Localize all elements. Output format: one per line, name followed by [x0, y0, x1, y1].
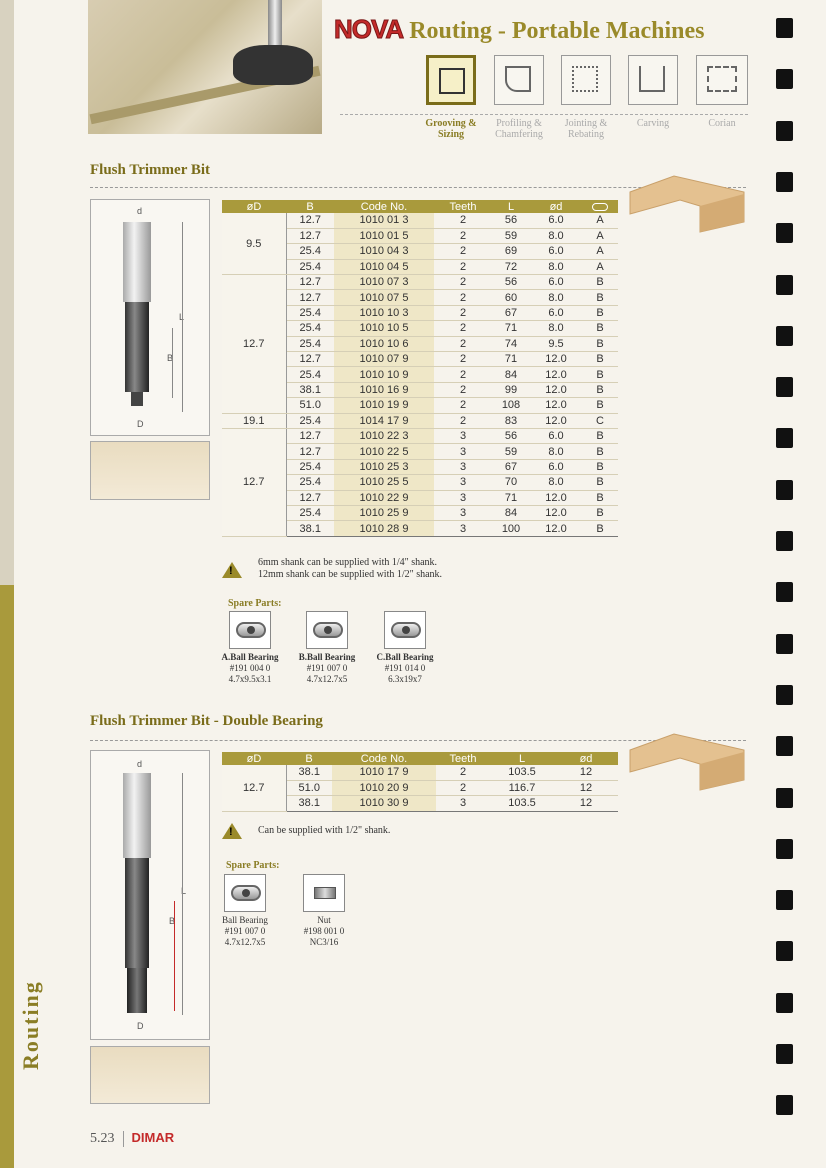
table-cell: A	[582, 244, 618, 259]
binding-hole	[776, 582, 793, 602]
table-cell: 25.4	[286, 459, 334, 474]
table-cell: 1010 22 9	[334, 490, 434, 505]
table-cell: 71	[492, 352, 530, 367]
table-cell: 51.0	[286, 780, 332, 795]
bearing-icon	[582, 200, 618, 213]
table-cell: 12.0	[530, 352, 582, 367]
side-label: Routing	[18, 980, 43, 1070]
warning-icon: !	[222, 823, 242, 839]
ball-bearing-icon	[229, 611, 271, 649]
table-cell: 84	[492, 505, 530, 520]
binding-hole	[776, 736, 793, 756]
table-cell: 12.7	[286, 352, 334, 367]
binding-hole	[776, 275, 793, 295]
table-cell: B	[582, 398, 618, 413]
table-cell: 3	[434, 521, 492, 536]
title-text: Routing - Portable Machines	[409, 18, 705, 44]
spare-part: Nut #198 001 0 NC3/16	[284, 874, 364, 948]
table-row	[222, 213, 618, 228]
table-cell: 2	[434, 367, 492, 382]
spare-part: B.Ball Bearing #191 007 0 4.7x12.7x5	[287, 611, 367, 685]
table-cell: B	[582, 459, 618, 474]
table-cell: 12	[554, 780, 618, 795]
table-cell: 71	[492, 490, 530, 505]
binding-hole	[776, 685, 793, 705]
table-cell: 2	[434, 228, 492, 243]
table-cell: B	[582, 521, 618, 536]
table-cell: 2	[434, 413, 492, 428]
table-cell: 2	[434, 382, 492, 397]
table-cell: 12.0	[530, 382, 582, 397]
grooving-icon[interactable]	[426, 55, 476, 105]
table-cell: 1014 17 9	[334, 413, 434, 428]
binding-hole	[776, 890, 793, 910]
table-cell: 25.4	[286, 367, 334, 382]
brand-logo: NOVA	[334, 14, 404, 44]
table-cell: 74	[492, 336, 530, 351]
table-cell: 1010 30 9	[332, 796, 436, 811]
table-cell: 25.4	[286, 336, 334, 351]
table-cell: B	[582, 275, 618, 290]
table-cell: 1010 25 3	[334, 459, 434, 474]
table-cell: B	[582, 305, 618, 320]
table-cell: A	[582, 213, 618, 228]
header-photo	[88, 0, 322, 134]
table-cell: 12.7	[286, 228, 334, 243]
table-cell: 70	[492, 475, 530, 490]
table-cell: 12.7	[286, 490, 334, 505]
section-title: Flush Trimmer Bit - Double Bearing	[90, 713, 323, 729]
table-cell: 2	[434, 275, 492, 290]
table-cell: 1010 04 5	[334, 259, 434, 274]
table-cell: 1010 25 5	[334, 475, 434, 490]
table-row	[222, 428, 618, 443]
table-cell: B	[582, 352, 618, 367]
table-cell: 1010 10 6	[334, 336, 434, 351]
table-cell: 99	[492, 382, 530, 397]
table-cell: 8.0	[530, 290, 582, 305]
table-cell: 71	[492, 321, 530, 336]
side-tab	[0, 585, 14, 1168]
spare-part: A.Ball Bearing #191 004 0 4.7x9.5x3.1	[210, 611, 290, 685]
binding-hole	[776, 839, 793, 859]
table-cell: 67	[492, 459, 530, 474]
table-cell: C	[582, 413, 618, 428]
table-cell: 3	[434, 505, 492, 520]
table-cell: 2	[434, 398, 492, 413]
table-row	[222, 413, 618, 428]
table-cell: 1010 07 5	[334, 290, 434, 305]
binding-hole	[776, 788, 793, 808]
table-cell: 25.4	[286, 244, 334, 259]
table-cell: 8.0	[530, 475, 582, 490]
binding-hole	[776, 69, 793, 89]
table-cell: 69	[492, 244, 530, 259]
table-cell: 3	[434, 475, 492, 490]
table-cell: 25.4	[286, 321, 334, 336]
spec-table: øD B Code No. Teeth L ød 12.7 38.1 1010 17 9 2 103.5 12 51.0 1010 20 9 2 116.7 12 38.1 1010 30 9 3 103.5 12	[222, 752, 618, 812]
table-cell: 56	[492, 275, 530, 290]
page-number: 5.23	[90, 1131, 115, 1146]
tool-drawing: d D L B	[90, 199, 210, 436]
od-cell: 12.7	[222, 765, 286, 811]
spare-parts-title: Spare Parts:	[228, 598, 282, 609]
binding-hole	[776, 1095, 793, 1115]
table-cell: 1010 04 3	[334, 244, 434, 259]
table-cell: 12.7	[286, 213, 334, 228]
ball-bearing-icon	[224, 874, 266, 912]
table-cell: B	[582, 367, 618, 382]
table-cell: 25.4	[286, 305, 334, 320]
page-title	[334, 14, 705, 45]
table-cell: 67	[492, 305, 530, 320]
od-cell: 12.7	[222, 428, 286, 536]
table-cell: 59	[492, 444, 530, 459]
table-cell: 108	[492, 398, 530, 413]
table-cell: 12.7	[286, 444, 334, 459]
spare-parts-title: Spare Parts:	[226, 860, 280, 871]
binding-hole	[776, 531, 793, 551]
table-cell: 12.0	[530, 413, 582, 428]
table-cell: 8.0	[530, 228, 582, 243]
tool-drawing: d D L B	[90, 750, 210, 1040]
note: Can be supplied with 1/2" shank.	[258, 825, 391, 836]
section-title: Flush Trimmer Bit	[90, 162, 210, 178]
binding-hole	[776, 326, 793, 346]
wood-profile-image	[628, 728, 746, 794]
table-cell: 12.7	[286, 428, 334, 443]
table-cell: 3	[434, 459, 492, 474]
table-cell: 2	[434, 352, 492, 367]
table-cell: 1010 25 9	[334, 505, 434, 520]
table-cell: 2	[436, 780, 490, 795]
table-cell: B	[582, 428, 618, 443]
table-cell: 56	[492, 213, 530, 228]
table-cell: 3	[436, 796, 490, 811]
wood-profile-image	[628, 170, 746, 236]
table-cell: 1010 20 9	[332, 780, 436, 795]
table-cell: 1010 07 3	[334, 275, 434, 290]
ball-bearing-icon	[384, 611, 426, 649]
table-cell: 1010 17 9	[332, 765, 436, 780]
table-cell: 12	[554, 765, 618, 780]
table-cell: 103.5	[490, 765, 554, 780]
table-cell: 38.1	[286, 765, 332, 780]
table-cell: 1010 01 5	[334, 228, 434, 243]
table-cell: 12	[554, 796, 618, 811]
table-cell: 2	[434, 321, 492, 336]
table-cell: 6.0	[530, 275, 582, 290]
corian-icon[interactable]	[696, 55, 748, 105]
spec-table: øD B Code No. Teeth L ød 9.5 12.7 1010 01 3 2 56 6.0 A 12.7 1010 01 5 2 59 8.0 A 25.4 1010 04 3 2 69 6.0 A 25.4 1010 04 5 2 72 8.0 A 12.7 12.7 1010 07 3 2 56 6.0 B 12.7 1010 07 5 2 60 8.0 B 25.4 1010 10 3 2 67 6.0 B 25.4 1010 10 5 2 71 8.0 B 25.4 1010 10 6 2 74 9.5 B 12.7 1010 07 9 2 71 12.0 B 25.4 1010 10 9 2 84 12.0 B 38.1 1010 16 9 2 99 12.0 B 51.0 1010 19 9 2 108 12.0 B 19.1 25.4 1014 17 9 2 83 12.0 C 12.7 12.7 1010 22 3 3 56 6.0 B 12.7 1010 22 5 3 59 8.0 B 25.4 1010 25 3 3 67 6.0 B 25.4 1010 25 5 3 70 8.0 B 12.7 1010 22 9 3 71 12.0 B 25.4 1010 25 9 3 84 12.0 B 38.1 1010 28 9 3 100 12.0 B	[222, 200, 618, 537]
nut-icon	[303, 874, 345, 912]
binding-hole	[776, 480, 793, 500]
profiling-icon[interactable]	[494, 55, 544, 105]
spare-part: C.Ball Bearing #191 014 0 6.3x19x7	[365, 611, 445, 685]
table-cell: B	[582, 505, 618, 520]
binding-hole	[776, 223, 793, 243]
od-cell: 12.7	[222, 275, 286, 414]
table-cell: 84	[492, 367, 530, 382]
table-cell: 6.0	[530, 305, 582, 320]
table-cell: 8.0	[530, 321, 582, 336]
od-cell: 9.5	[222, 213, 286, 275]
table-cell: B	[582, 321, 618, 336]
table-cell: 3	[434, 444, 492, 459]
table-cell: 25.4	[286, 505, 334, 520]
table-cell: 6.0	[530, 428, 582, 443]
ball-bearing-icon	[306, 611, 348, 649]
binding-hole	[776, 18, 793, 38]
table-cell: 2	[436, 765, 490, 780]
table-cell: 25.4	[286, 413, 334, 428]
table-cell: 2	[434, 336, 492, 351]
spare-part: Ball Bearing #191 007 0 4.7x12.7x5	[205, 874, 285, 948]
table-cell: 1010 16 9	[334, 382, 434, 397]
binding-hole	[776, 993, 793, 1013]
table-cell: 1010 10 9	[334, 367, 434, 382]
table-cell: 12.0	[530, 490, 582, 505]
table-cell: 12.0	[530, 505, 582, 520]
table-cell: B	[582, 475, 618, 490]
table-cell: 8.0	[530, 259, 582, 274]
table-row	[222, 275, 618, 290]
table-cell: 12.0	[530, 398, 582, 413]
table-cell: A	[582, 228, 618, 243]
binding-hole	[776, 377, 793, 397]
table-cell: 1010 22 5	[334, 444, 434, 459]
table-cell: 100	[492, 521, 530, 536]
table-cell: 3	[434, 490, 492, 505]
brand-logo: DIMAR	[131, 1130, 175, 1145]
table-cell: 38.1	[286, 796, 332, 811]
table-cell: 2	[434, 244, 492, 259]
table-cell: 1010 01 3	[334, 213, 434, 228]
table-cell: 12.7	[286, 290, 334, 305]
binding-hole	[776, 121, 793, 141]
table-cell: 1010 07 9	[334, 352, 434, 367]
table-cell: 6.0	[530, 459, 582, 474]
od-cell: 19.1	[222, 413, 286, 428]
table-cell: 3	[434, 428, 492, 443]
table-cell: 2	[434, 305, 492, 320]
table-cell: 2	[434, 213, 492, 228]
binding-hole	[776, 172, 793, 192]
table-cell: 12.0	[530, 521, 582, 536]
table-cell: B	[582, 490, 618, 505]
table-cell: 25.4	[286, 475, 334, 490]
table-cell: 6.0	[530, 213, 582, 228]
warning-icon: !	[222, 562, 242, 578]
table-cell: B	[582, 336, 618, 351]
binding-hole	[776, 634, 793, 654]
binding-hole	[776, 428, 793, 448]
table-cell: 2	[434, 259, 492, 274]
header-divider	[340, 114, 748, 115]
table-cell: 6.0	[530, 244, 582, 259]
table-cell: 1010 19 9	[334, 398, 434, 413]
carving-icon[interactable]	[628, 55, 678, 105]
table-cell: 2	[434, 290, 492, 305]
jointing-icon[interactable]	[561, 55, 611, 105]
binding-hole	[776, 941, 793, 961]
table-cell: 12.0	[530, 367, 582, 382]
table-cell: 1010 22 3	[334, 428, 434, 443]
table-cell: 51.0	[286, 398, 334, 413]
table-cell: 1010 28 9	[334, 521, 434, 536]
table-cell: 12.7	[286, 275, 334, 290]
table-cell: 72	[492, 259, 530, 274]
table-cell: 1010 10 5	[334, 321, 434, 336]
table-cell: 38.1	[286, 382, 334, 397]
table-cell: 25.4	[286, 259, 334, 274]
table-cell: A	[582, 259, 618, 274]
table-cell: 83	[492, 413, 530, 428]
table-cell: 56	[492, 428, 530, 443]
table-cell: B	[582, 382, 618, 397]
table-cell: B	[582, 444, 618, 459]
table-cell: 60	[492, 290, 530, 305]
cut-sample-image	[90, 441, 210, 500]
table-cell: 103.5	[490, 796, 554, 811]
binding-hole	[776, 1044, 793, 1064]
note: 6mm shank can be supplied with 1/4" shank. 12mm shank can be supplied with 1/2" shank.	[258, 557, 443, 580]
table-cell: 59	[492, 228, 530, 243]
table-cell: 1010 10 3	[334, 305, 434, 320]
table-cell: 38.1	[286, 521, 334, 536]
page-footer	[90, 1130, 174, 1147]
cut-sample-image	[90, 1046, 210, 1104]
table-cell: 8.0	[530, 444, 582, 459]
table-cell: B	[582, 290, 618, 305]
table-row	[222, 765, 618, 780]
table-cell: 9.5	[530, 336, 582, 351]
table-cell: 116.7	[490, 780, 554, 795]
